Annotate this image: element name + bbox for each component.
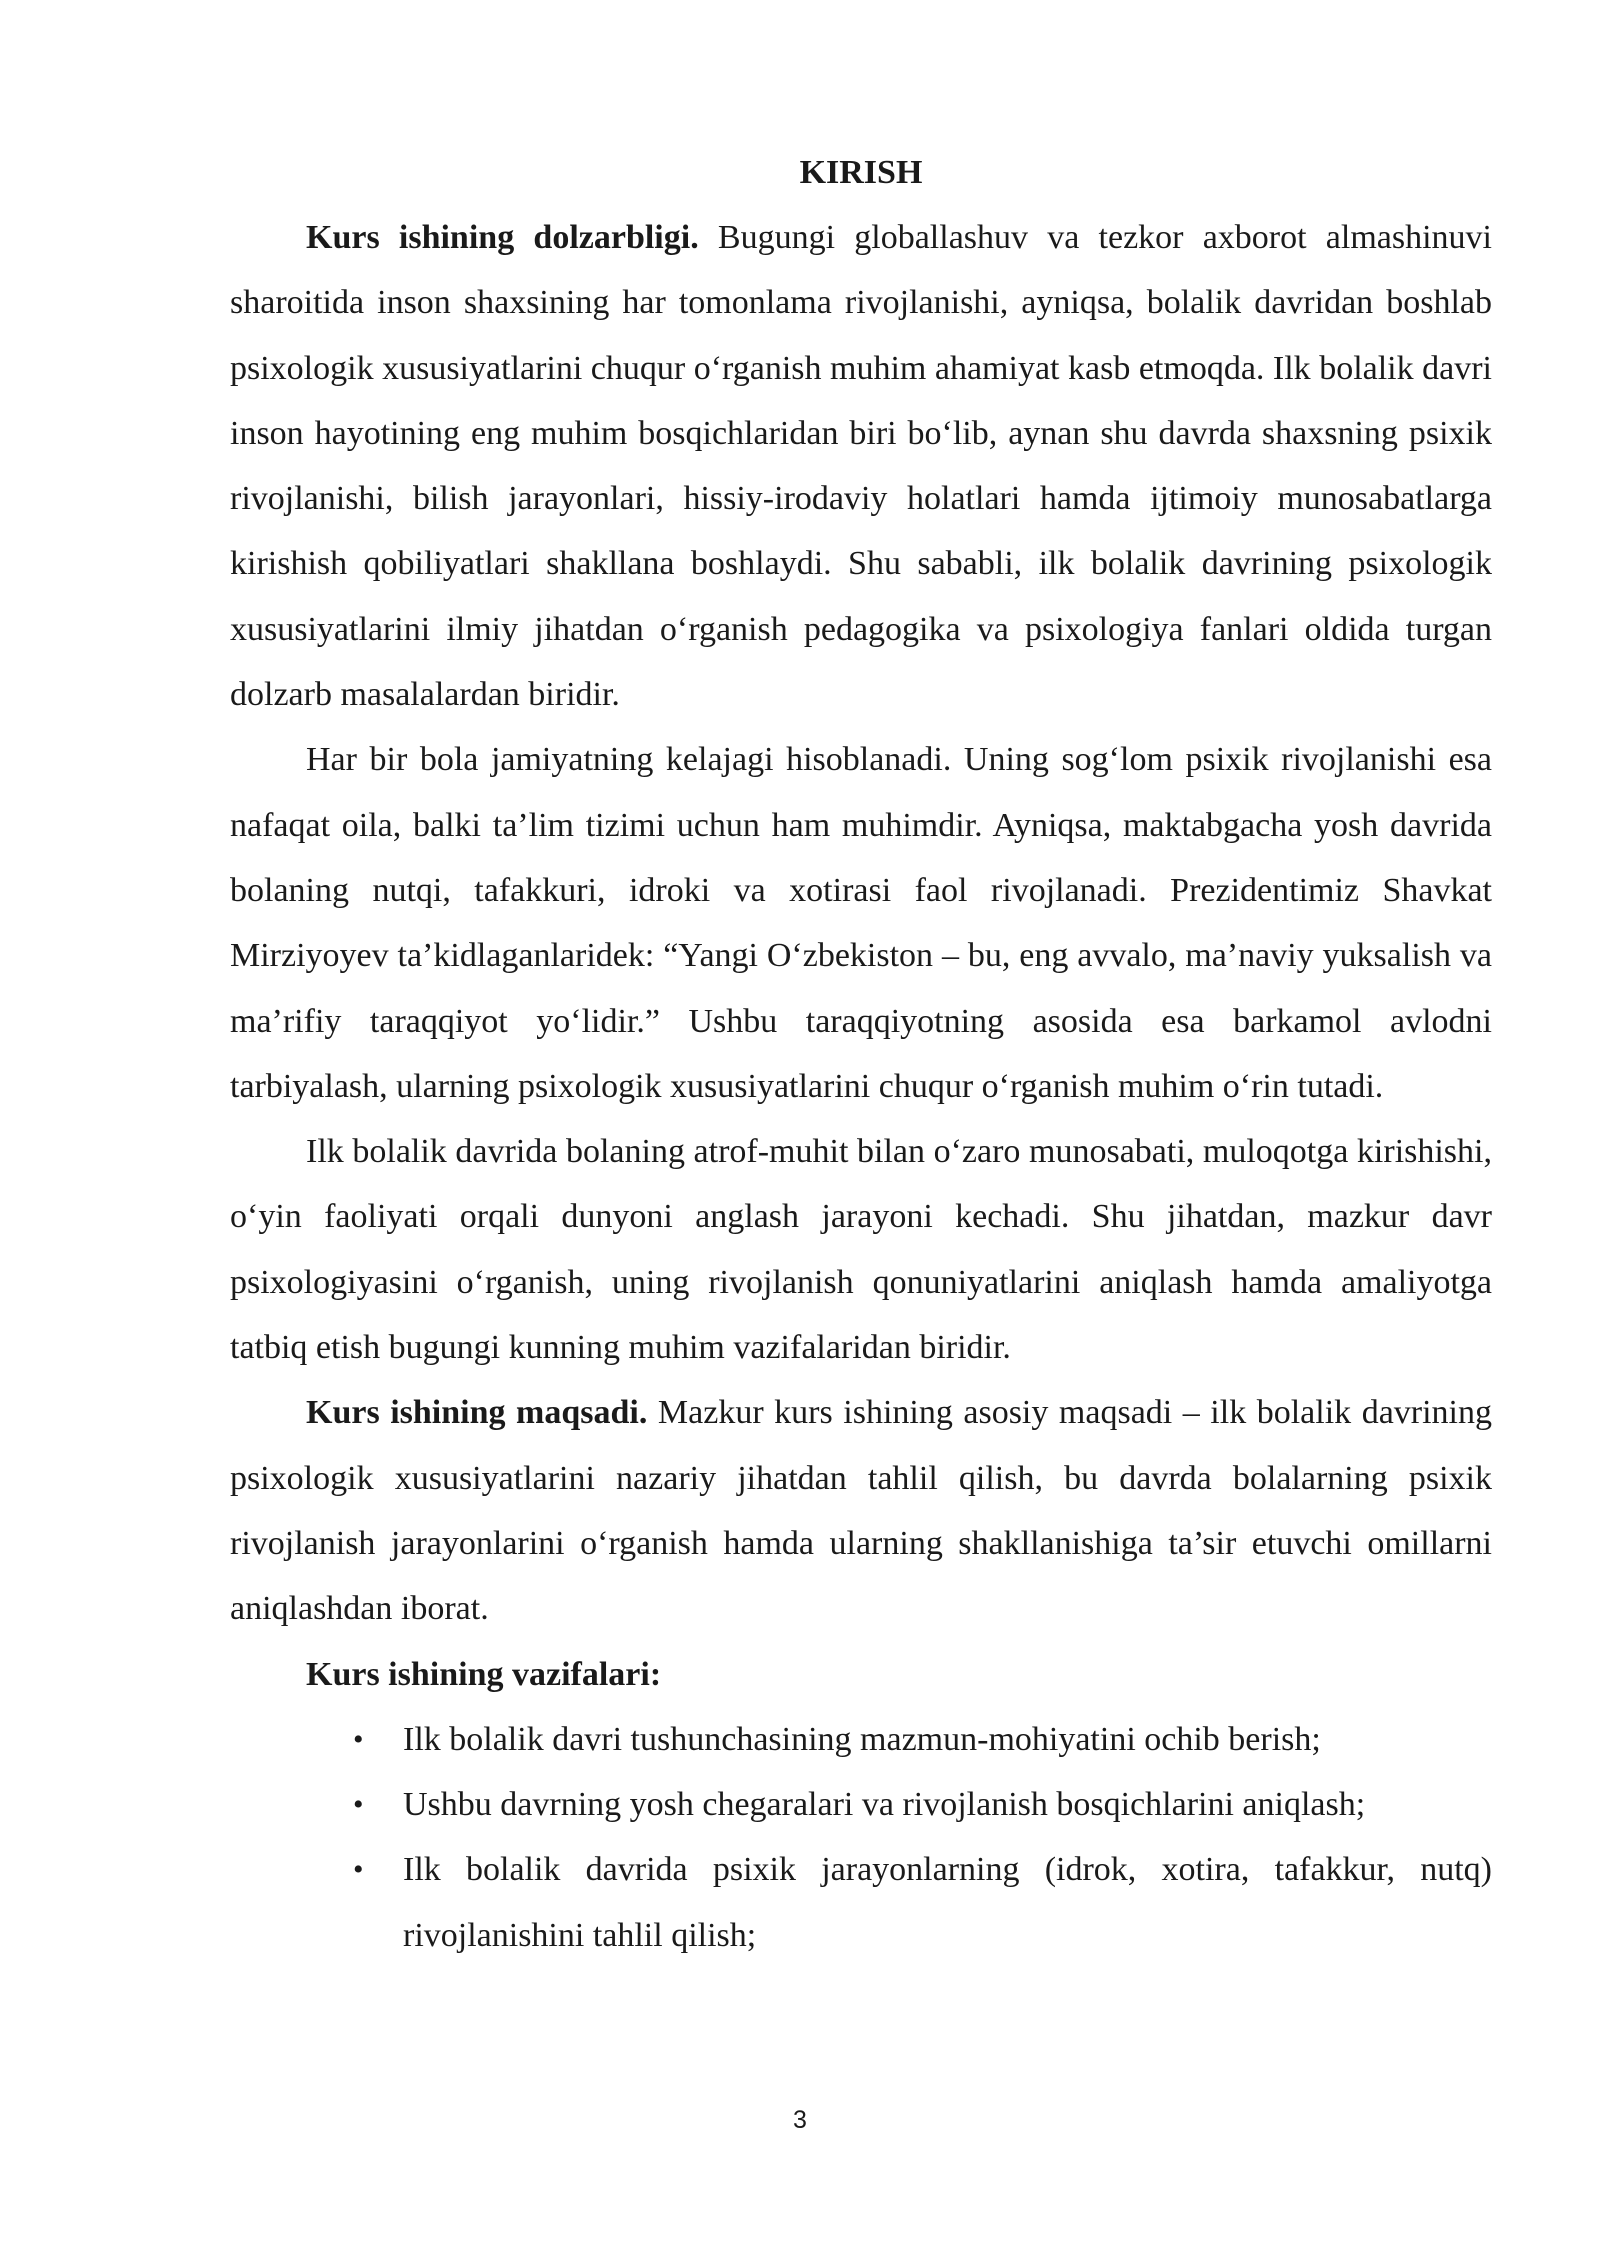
paragraph-text: Bugungi globallashuv va tezkor axborot almashinuvi sharoitida inson shaxsining har tomonlama rivojlanishi, ayniqsa, bolalik davridan boshlab psixologik xususiyatlarini chuqur o‘rganish muhim ahamiyat kasb etmoqda. Ilk bolalik davri inson hayotining eng muhim bosqichlaridan biri bo‘lib, aynan shu davrda shaxsning psixik rivojlanishi, bilish jarayonlari, hissiy-irodaviy holatlari hamda ijtimoiy munosabatlarga kirishish qobiliyatlari shakllana boshlaydi. Shu sababli, ilk bolalik davrining psixologik xususiyatlarini ilmiy jihatdan o‘rganish pedagogika va psixologiya fanlari oldida turgan dolzarb masalalardan biridir. <box>230 219 1492 714</box>
paragraph-relevance <box>230 205 1492 727</box>
tasks-heading: Kurs ishining vazifalari: <box>306 1655 662 1693</box>
paragraph-text: Mazkur kurs ishining asosiy maqsadi – ilk bolalik davrining psixologik xususiyatlarini nazariy jihatdan tahlil qilish, bu davrda bolalarning psixik rivojlanish jarayonlarini o‘rganish hamda ularning shakllanishiga ta’sir etuvchi omillarni aniqlashdan iborat. <box>230 1394 1493 1628</box>
paragraph-early-childhood <box>230 1119 1492 1380</box>
bullet-icon: • <box>353 1853 364 1887</box>
page-number: 3 <box>793 2106 807 2134</box>
bullet-icon: • <box>353 1788 364 1822</box>
document-title: KIRISH <box>799 154 923 191</box>
paragraph-lead: Kurs ishining maqsadi. <box>306 1394 648 1432</box>
list-item <box>230 1837 1492 1968</box>
list-item <box>230 1707 1492 1772</box>
paragraph-text: Ilk bolalik davrida bolaning atrof-muhit bilan o‘zaro munosabati, muloqotga kirishishi, o‘yin faoliyati orqali dunyoni anglash jarayoni kechadi. Shu jihatdan, mazkur davr psixologiyasini o‘rganish, uning rivojlanish qonuniyatlarini aniqlash hamda amaliyotga tatbiq etish bugungi kunning muhim vazifalaridan biridir. <box>230 1133 1492 1367</box>
bullet-icon: • <box>353 1722 364 1756</box>
list-item-text: Ilk bolalik davrida psixik jarayonlarning (idrok, xotira, tafakkur, nutq) rivojlanishini tahlil qilish; <box>403 1851 1492 1954</box>
list-item-text: Ushbu davrning yosh chegaralari va rivojlanish bosqichlarini aniqlash; <box>403 1786 1366 1824</box>
task-list <box>230 1707 1492 1968</box>
paragraph-future <box>230 727 1492 1119</box>
paragraph-lead: Kurs ishining dolzarbligi. <box>306 219 699 256</box>
document-page <box>230 140 1492 1968</box>
paragraph-goal <box>230 1380 1492 1641</box>
list-item-text: Ilk bolalik davri tushunchasining mazmun-mohiyatini ochib berish; <box>403 1720 1321 1758</box>
paragraph-text: Har bir bola jamiyatning kelajagi hisoblanadi. Uning sog‘lom psixik rivojlanishi esa nafaqat oila, balki ta’lim tizimi uchun ham muhimdir. Ayniqsa, maktabgacha yosh davrida bolaning nutqi, tafakkuri, idroki va xotirasi faol rivojlanadi. Prezidentimiz Shavkat Mirziyoyev ta’kidlaganlaridek: “Yangi O‘zbekiston – bu, eng avvalo, ma’naviy yuksalish va ma’rifiy taraqqiyot yo‘lidir.” Ushbu taraqqiyotning asosida esa barkamol avlodni tarbiyalash, ularning psixologik xususiyatlarini chuqur o‘rganish muhim o‘rin tutadi. <box>230 741 1492 1105</box>
list-item <box>230 1772 1492 1837</box>
